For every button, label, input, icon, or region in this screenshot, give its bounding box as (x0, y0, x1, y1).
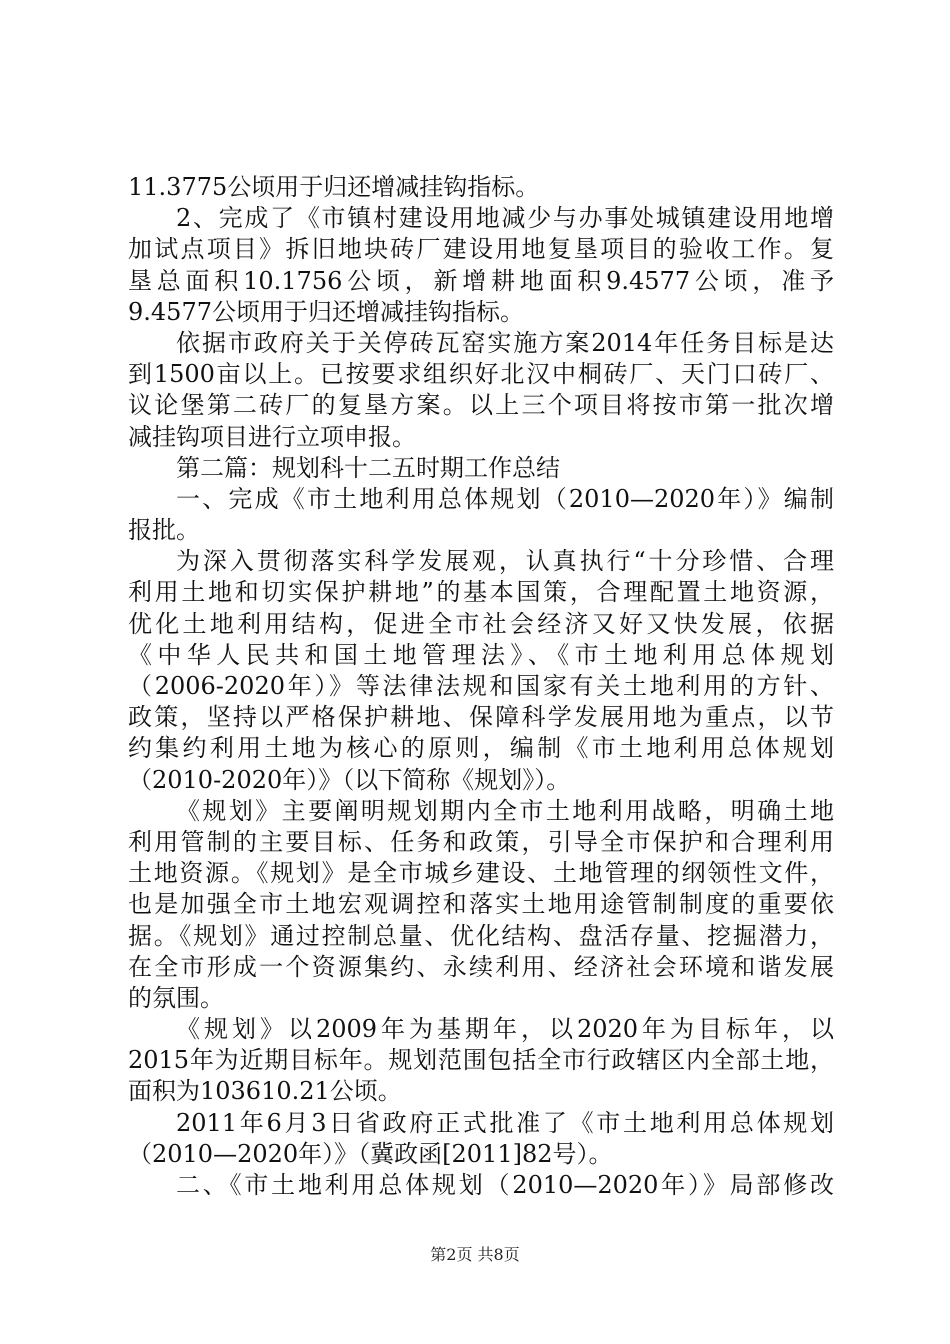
text-line: 利用土地和切实保护耕地”的基本国策，合理配置土地资源， (128, 578, 834, 607)
text-line: 也是加强全市土地宏观调控和落实土地用途管制制度的重要依 (128, 890, 834, 919)
text-line: 在全市形成一个资源集约、永续利用、经济社会环境和谐发展 (128, 952, 834, 981)
text-line: 优化土地利用结构，促进全市社会经济又好又快发展，依据 (128, 609, 834, 638)
text-line: 面积为103610.21公顷。 (128, 1077, 402, 1106)
text-line: 垦总面积10.1756公顷，新增耕地面积9.4577公顷，准予 (128, 266, 834, 295)
text-line: 2015年为近期目标年。规划范围包括全市行政辖区内全部土地， (128, 1046, 834, 1075)
text-line: 二、《市土地利用总体规划（2010—2020年）》局部修改 (176, 1171, 834, 1199)
text-line: 《中华人民共和国土地管理法》、《市土地利用总体规划 (128, 640, 834, 669)
text-line: 为深入贯彻落实科学发展观，认真执行“十分珍惜、合理 (176, 547, 834, 576)
text-line: （2010-2020年）》（以下简称《规划》）。 (128, 765, 571, 794)
text-line: 据。《规划》通过控制总量、优化结构、盘活存量、挖掘潜力， (128, 921, 834, 950)
text-line: 约集约利用土地为核心的原则，编制《市土地利用总体规划 (128, 734, 834, 763)
text-line: 的氛围。 (128, 983, 224, 1012)
text-line: 第二篇：规划科十二五时期工作总结 (176, 453, 560, 482)
text-line: 依据市政府关于关停砖瓦窑实施方案2014年任务目标是达 (176, 328, 834, 357)
text-line: 《规划》主要阐明规划期内全市土地利用战略，明确土地 (176, 796, 834, 825)
text-line: 利用管制的主要目标、任务和政策，引导全市保护和合理利用 (128, 827, 834, 856)
text-line: 《规划》以2009年为基期年，以2020年为目标年，以 (176, 1015, 834, 1044)
text-line: 9.4577公顷用于归还增减挂钩指标。 (128, 297, 524, 326)
page-footer: 第2页 共8页 (430, 1245, 520, 1264)
document-body (128, 172, 834, 1201)
text-line: 加试点项目》拆旧地块砖厂建设用地复垦项目的验收工作。复 (128, 235, 834, 264)
text-line: 报批。 (128, 516, 200, 545)
text-line: 议论堡第二砖厂的复垦方案。以上三个项目将按市第一批次增 (128, 391, 834, 420)
text-line: 2011年6月3日省政府正式批准了《市土地利用总体规划 (176, 1108, 834, 1137)
text-line: 2、完成了《市镇村建设用地减少与办事处城镇建设用地增 (176, 204, 834, 233)
text-line: 政策，坚持以严格保护耕地、保障科学发展用地为重点，以节 (128, 703, 834, 732)
text-line: 到1500亩以上。已按要求组织好北汉中桐砖厂、天门口砖厂、 (128, 360, 834, 389)
text-line: 11.3775公顷用于归还增减挂钩指标。 (128, 173, 540, 201)
text-line: 减挂钩项目进行立项申报。 (128, 422, 416, 451)
text-line: 土地资源。《规划》是全市城乡建设、土地管理的纲领性文件， (128, 859, 834, 888)
text-line: （2010—2020年）》（冀政函[2011]82号）。 (128, 1139, 613, 1168)
text-line: 一、完成《市土地利用总体规划（2010—2020年）》编制 (176, 484, 834, 513)
text-line: （2006-2020年）》等法律法规和国家有关土地利用的方针、 (128, 672, 834, 700)
